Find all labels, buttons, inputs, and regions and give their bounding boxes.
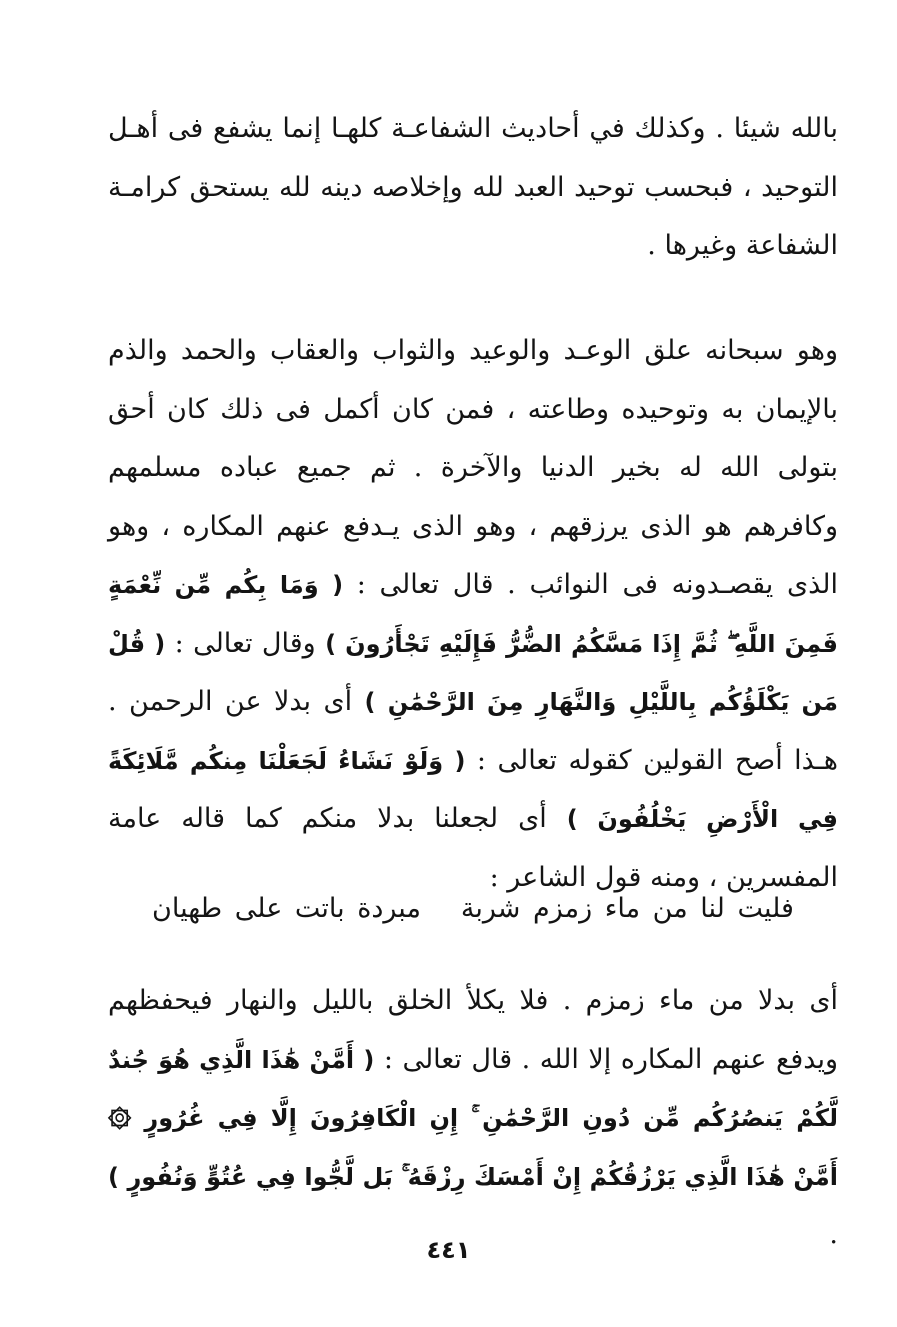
paragraph-3 — [108, 972, 838, 1265]
paragraph-2 — [108, 322, 838, 907]
poetry-second-hemistich: مبردة باتت على طهيان — [152, 893, 421, 924]
page-number: ٤٤١ — [426, 1236, 471, 1264]
paragraph-3-text-2: . — [829, 1219, 838, 1250]
quran-verse-4: ( أَمَّنْ هَٰذَا الَّذِي هُوَ جُندٌ لَّكُمْ يَنصُرُكُم مِّن دُونِ الرَّحْمَٰنِ ۚ إِنِ الْكَافِرُونَ إِلَّا فِي غُرُورٍ ۞ أَمَّنْ هَٰذَا الَّذِي يَرْزُقُكُمْ إِنْ أَمْسَكَ رِزْقَهُ ۚ بَل لَّجُّوا فِي عُتُوٍّ وَنُفُورٍ ) — [108, 1045, 838, 1191]
poetry-verse — [108, 880, 838, 938]
paragraph-1 — [108, 100, 838, 276]
paragraph-2-text-4: أى لجعلنا بدلا منكم كما قاله عامة المفسرين ، ومنه قول الشاعر : — [108, 803, 838, 893]
paragraph-2-text-2: وقال تعالى : — [174, 627, 316, 659]
paragraph-1-text: بالله شيئا . وكذلك في أحاديث الشفاعـة كلهـا إنما يشفع فى أهـل التوحيد ، فبحسب توحيد العبد لله وإخلاصه دينه لله يستحق كرامـة الشفاعة وغيرها . — [108, 113, 838, 261]
quran-verse-1: ( وَمَا بِكُم مِّن نِّعْمَةٍ فَمِنَ اللَّهِ ۖ ثُمَّ إِذَا مَسَّكُمُ الضُّرُّ فَإِلَيْهِ تَجْأَرُونَ ) — [108, 571, 838, 658]
poetry-first-hemistich: فليت لنا من ماء زمزم شربة — [460, 893, 794, 924]
paragraph-2-text-3: أى بدلا عن الرحمن . هـذا أصح القولين كقوله تعالى : — [108, 686, 838, 776]
quran-verse-3: ( وَلَوْ نَشَاءُ لَجَعَلْنَا مِنكُم مَّلَائِكَةً فِي الْأَرْضِ يَخْلُفُونَ ) — [108, 746, 839, 833]
paragraph-3-text-1: أى بدلا من ماء زمزم . فلا يكلأ الخلق بالليل والنهار فيحفظهم ويدفع عنهم المكاره إلا الله . قال تعالى : — [108, 985, 838, 1075]
quran-verse-2: ( قُلْ مَن يَكْلَؤُكُم بِاللَّيْلِ وَالنَّهَارِ مِنَ الرَّحْمَٰنِ ) — [108, 629, 838, 716]
paragraph-2-text-1: وهو سبحانه علق الوعـد والوعيد والثواب والعقاب والحمد والذم بالإيمان به وتوحيده وطاعته ، فمن كان أكمل فى ذلك كان أحق بتولى الله له بخير الدنيا والآخرة . ثم جميع عباده مسلمهم وكافرهم هو الذى يرزقهم ، وهو الذى يـدفع عنهم المكاره ، وهو الذى يقصـدونه فى النوائب . قال تعالى : — [108, 335, 839, 600]
